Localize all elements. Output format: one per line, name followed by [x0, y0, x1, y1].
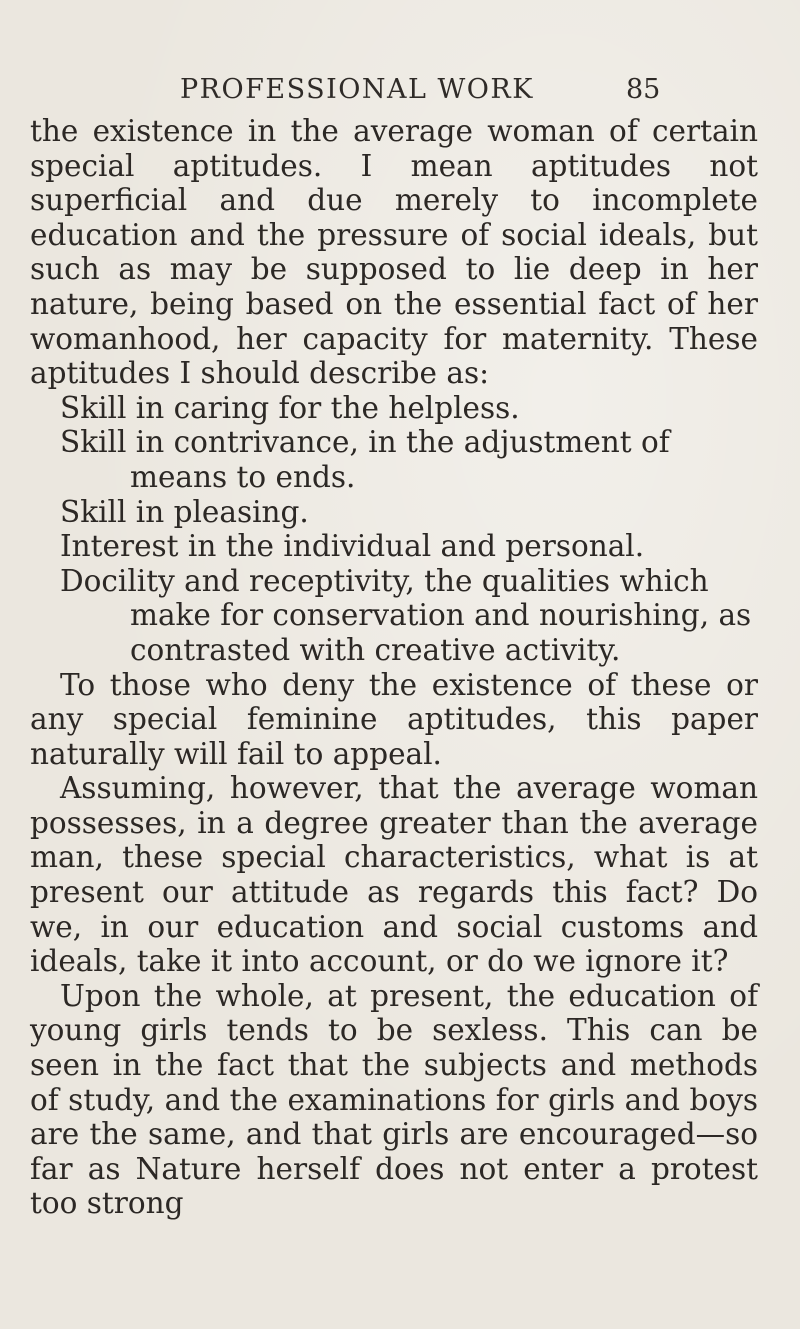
page-number: 85 — [626, 74, 661, 105]
list-item: Skill in pleasing. — [60, 494, 309, 529]
paragraph: Assuming, however, that the average woman possesses, in a degree greater than the average man, these special characteristics, what is at present our attitude as regards this fact? Do we, in our education and social customs and ideals, take it into account, or do we ignore it? — [30, 771, 758, 979]
aptitudes-list — [30, 391, 758, 668]
intro-paragraph: the existence in the average woman of certain special aptitudes. I mean aptitudes not superficial and due merely to incomplete education and the pressure of social ideals, but such as may be supposed to lie deep in her nature, being based on the essential fact of her womanhood, her capacity for maternity. These aptitudes I should describe as: — [30, 114, 758, 391]
running-head: PROFESSIONAL WORK — [180, 74, 534, 105]
page-header — [0, 74, 800, 114]
list-item: Interest in the individual and personal. — [60, 529, 645, 564]
list-item: Skill in contrivance, in the adjustment of means to ends. — [60, 425, 670, 494]
list-item: Docility and receptivity, the qualities which make for conservation and nourishing, as contrasted with creative activity. — [60, 563, 752, 667]
list-item: Skill in caring for the helpless. — [60, 390, 520, 425]
paragraph: Upon the whole, at present, the education of young girls tends to be sexless. This can be seen in the fact that the subjects and methods of study, and the examinations for girls and boys are the same, and that girls are encouraged—so far as Nature herself does not enter a protest too strong — [30, 978, 758, 1221]
paragraph: To those who deny the existence of these or any special feminine aptitudes, this paper naturally will fail to appeal. — [30, 667, 758, 771]
body-text — [30, 114, 758, 1221]
